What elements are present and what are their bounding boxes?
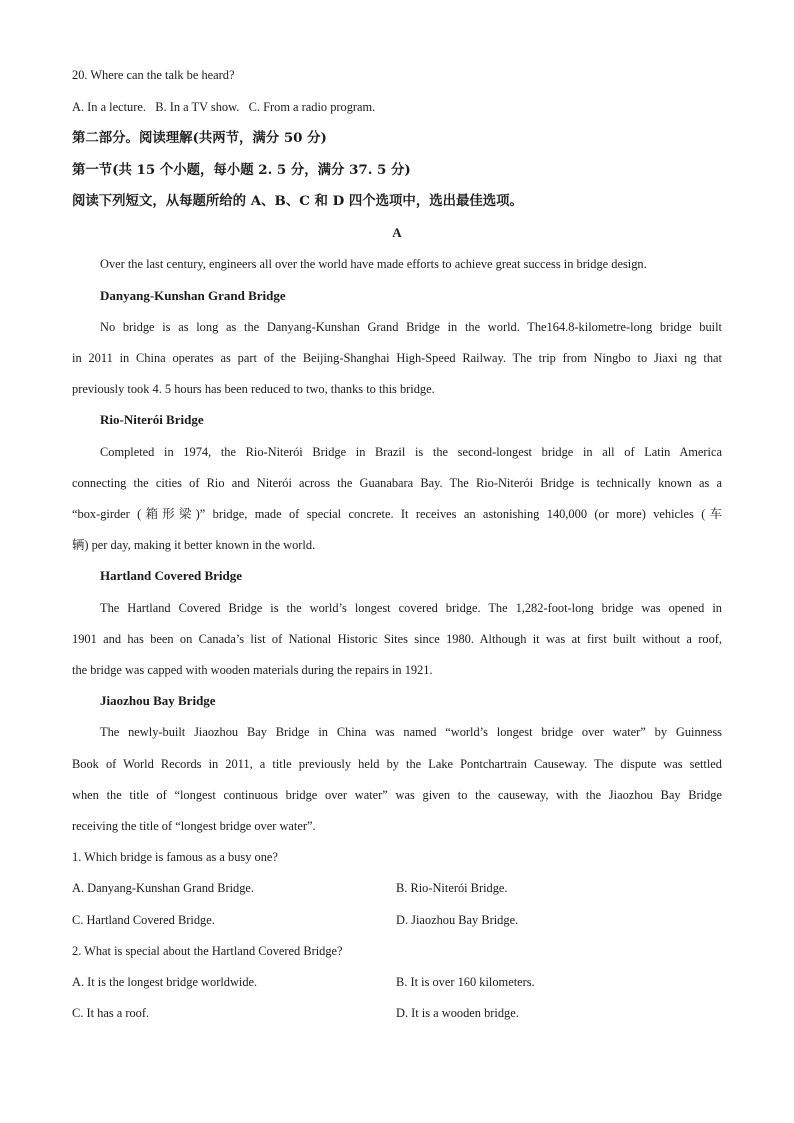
paragraph-line: receiving the title of “longest bridge over water”.: [72, 819, 316, 833]
paragraph-line: The newly-built Jiaozhou Bay Bridge in China was named “world’s longest bridge over water” by Guinness: [100, 725, 722, 739]
paragraph-line: connecting the cities of Rio and Niterói across the Guanabara Bay. The Rio-Niterói Bridge is technically known as a: [72, 476, 722, 490]
passage-intro: Over the last century, engineers all over the world have made efforts to achieve great success in bridge design.: [100, 257, 647, 271]
question-2-option-a: A. It is the longest bridge worldwide.: [72, 975, 258, 989]
paragraph-line: the bridge was capped with wooden materials during the repairs in 1921.: [72, 663, 433, 677]
paragraph-line: when the title of “longest continuous bridge over water” was given to the causeway, with the Jiaozhou Bay Bridge: [72, 788, 722, 802]
paragraph-line: The Hartland Covered Bridge is the world’s longest covered bridge. The 1,282-foot-long bridge was opened in: [100, 601, 722, 615]
passage-label: A: [392, 225, 402, 240]
question-1: 1. Which bridge is famous as a busy one?: [72, 850, 278, 864]
question-1-option-a: A. Danyang-Kunshan Grand Bridge.: [72, 881, 255, 895]
instruction: 阅读下列短文，从每题所给的 A、B、C 和 D 四个选项中，选出最佳选项。: [72, 193, 523, 209]
question-2: 2. What is special about the Hartland Covered Bridge?: [72, 944, 343, 958]
question-1-option-b: B. Rio-Niterói Bridge.: [396, 881, 508, 895]
paragraph-line: in 2011 in China operates as part of the Beijing-Shanghai High-Speed Railway. The trip from Ningbo to Jiaxi ng that: [72, 351, 722, 365]
bridge-title-danyang: Danyang-Kunshan Grand Bridge: [100, 288, 286, 303]
paragraph-line: Book of World Records in 2011, a title previously held by the Lake Pontchartrain Causeway. The dispute was settled: [72, 757, 722, 771]
paragraph-line: 辆) per day, making it better known in the world.: [72, 538, 316, 552]
question-20-options: A. In a lecture. B. In a TV show. C. From a radio program.: [72, 100, 376, 114]
question-1-option-c: C. Hartland Covered Bridge.: [72, 913, 215, 927]
question-2-option-b: B. It is over 160 kilometers.: [396, 975, 535, 989]
paragraph-line: “box-girder (箱形梁)” bridge, made of special concrete. It receives an astonishing 140,000 (or more) vehicles (车: [72, 507, 722, 521]
paragraph-line: 1901 and has been on Canada’s list of National Historic Sites since 1980. Although it was at first built without a roof,: [72, 632, 722, 646]
bridge-title-jiaozhou: Jiaozhou Bay Bridge: [100, 693, 216, 708]
paragraph-line: previously took 4. 5 hours has been reduced to two, thanks to this bridge.: [72, 382, 435, 396]
bridge-title-hartland: Hartland Covered Bridge: [100, 568, 243, 583]
part-heading: 第二部分。阅读理解(共两节，满分 50 分): [72, 130, 327, 146]
paragraph-line: No bridge is as long as the Danyang-Kunshan Grand Bridge in the world. The164.8-kilometre-long bridge built: [100, 320, 722, 334]
question-2-option-c: C. It has a roof.: [72, 1006, 150, 1020]
question-1-option-d: D. Jiaozhou Bay Bridge.: [396, 913, 519, 927]
bridge-title-rio: Rio-Niterói Bridge: [100, 412, 204, 427]
section-heading: 第一节(共 15 个小题，每小题 2. 5 分，满分 37. 5 分): [72, 162, 411, 178]
question-2-option-d: D. It is a wooden bridge.: [396, 1006, 519, 1020]
paragraph-line: Completed in 1974, the Rio-Niterói Bridge in Brazil is the second-longest bridge in all of Latin America: [100, 445, 722, 459]
question-20: 20. Where can the talk be heard?: [72, 68, 235, 82]
